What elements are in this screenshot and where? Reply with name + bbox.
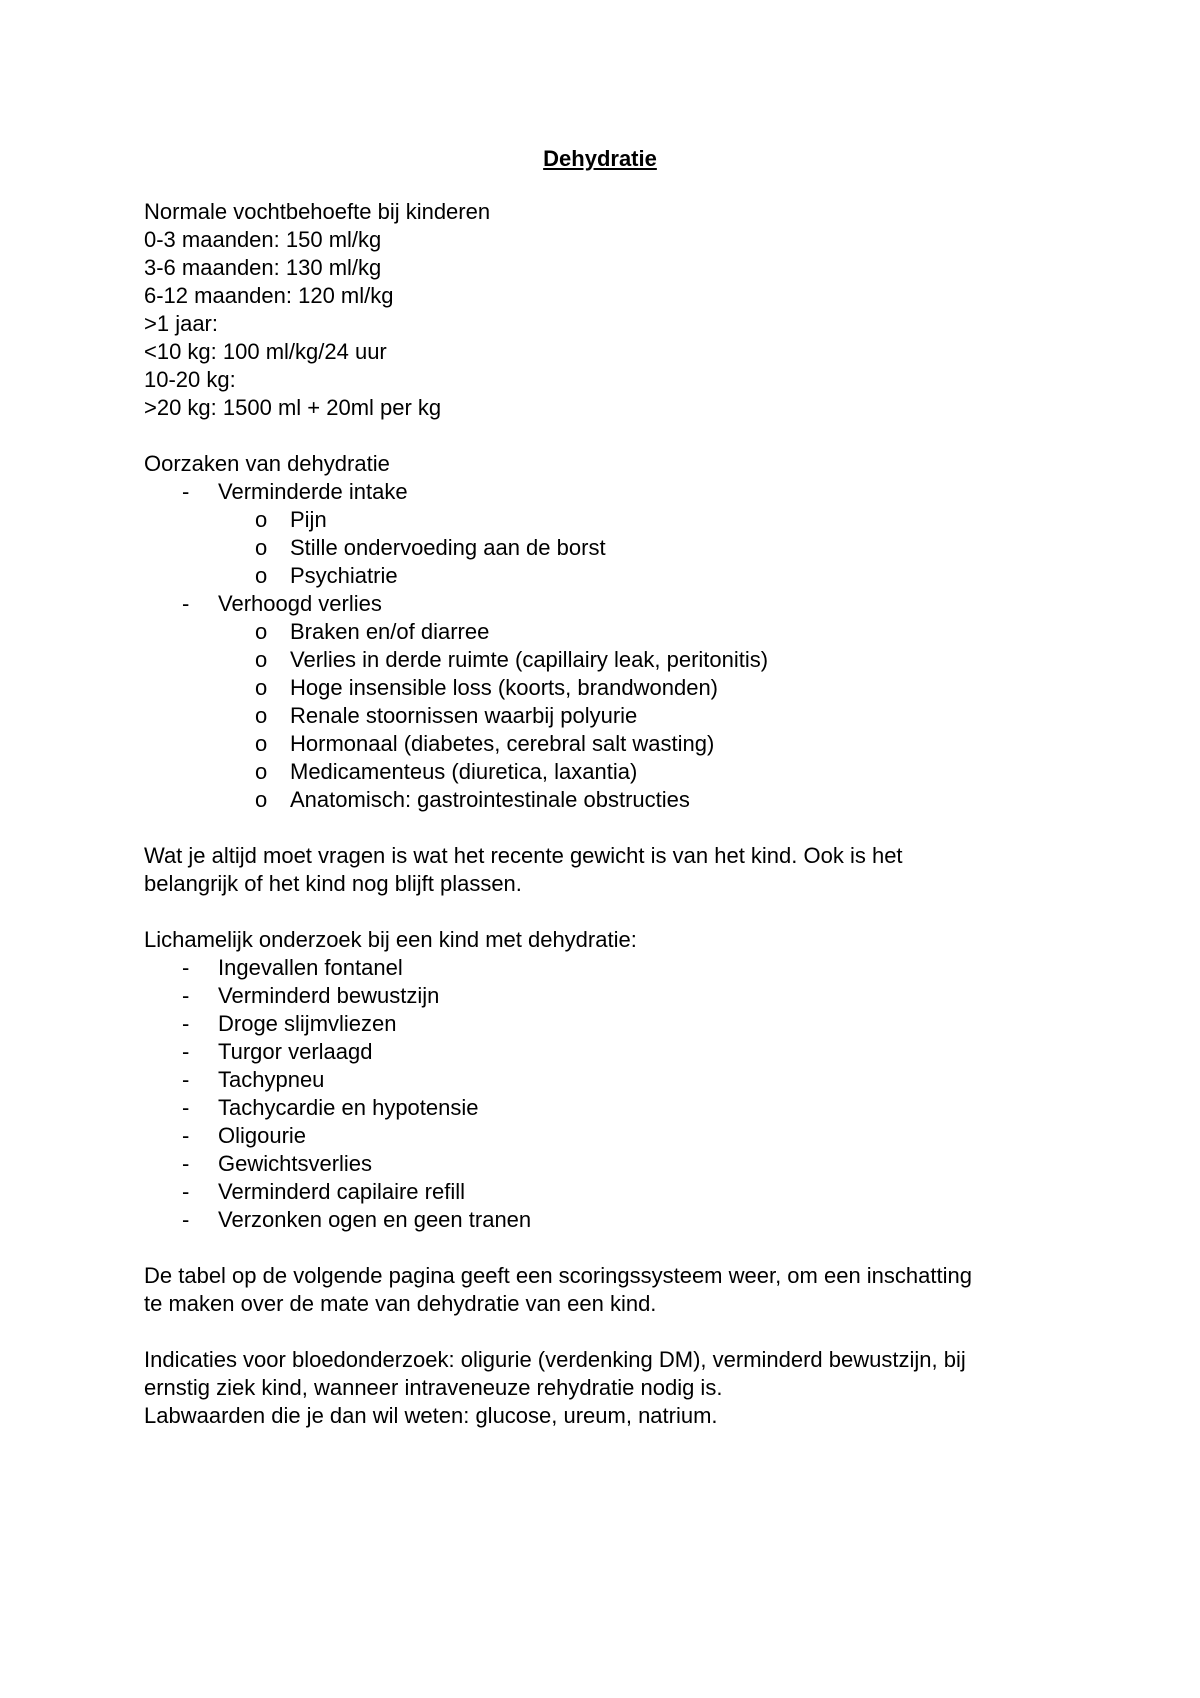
fluid-needs-line: 0-3 maanden: 150 ml/kg	[144, 227, 382, 252]
paragraph-line: Indicaties voor bloedonderzoek: oligurie (verdenking DM), verminderd bewustzijn, bij	[144, 1347, 966, 1372]
paragraph-line: Wat je altijd moet vragen is wat het recente gewicht is van het kind. Ook is het	[144, 843, 903, 868]
dash-bullet: -	[182, 479, 190, 504]
dash-bullet: -	[182, 1151, 190, 1176]
paragraph-line: te maken over de mate van dehydratie van een kind.	[144, 1291, 657, 1316]
circle-bullet: o	[255, 675, 268, 700]
exam-item-label: Verminderd capilaire refill	[218, 1179, 465, 1204]
dash-bullet: -	[182, 1123, 190, 1148]
cause-group	[144, 478, 1064, 506]
circle-bullet: o	[255, 703, 268, 728]
exam-item-label: Gewichtsverlies	[218, 1151, 373, 1176]
exam-item	[144, 1010, 1064, 1038]
cause-group-label: Verhoogd verlies	[218, 591, 382, 616]
fluid-needs-line: <10 kg: 100 ml/kg/24 uur	[144, 339, 387, 364]
document-body	[144, 198, 1064, 1430]
dash-bullet: -	[182, 1067, 190, 1092]
fluid-needs-line: 3-6 maanden: 130 ml/kg	[144, 255, 382, 280]
cause-item	[144, 618, 1064, 646]
causes-heading: Oorzaken van dehydratie	[144, 451, 390, 476]
circle-bullet: o	[255, 619, 268, 644]
exam-item-label: Tachypneu	[218, 1067, 325, 1092]
paragraph-line: Labwaarden die je dan wil weten: glucose, ureum, natrium.	[144, 1403, 718, 1428]
cause-item-label: Verlies in derde ruimte (capillairy leak, peritonitis)	[290, 647, 769, 672]
exam-item-label: Verminderd bewustzijn	[218, 983, 440, 1008]
cause-item-label: Braken en/of diarree	[290, 619, 490, 644]
cause-group-label: Verminderde intake	[218, 479, 408, 504]
dash-bullet: -	[182, 955, 190, 980]
exam-item	[144, 1150, 1064, 1178]
dash-bullet: -	[182, 983, 190, 1008]
dash-bullet: -	[182, 1011, 190, 1036]
exam-item-label: Verzonken ogen en geen tranen	[218, 1207, 532, 1232]
cause-item-label: Stille ondervoeding aan de borst	[290, 535, 606, 560]
exam-item-label: Tachycardie en hypotensie	[218, 1095, 479, 1120]
exam-item	[144, 1206, 1064, 1234]
exam-item	[144, 1122, 1064, 1150]
circle-bullet: o	[255, 563, 268, 588]
paragraph-line: belangrijk of het kind nog blijft plassen.	[144, 871, 522, 896]
circle-bullet: o	[255, 759, 268, 784]
exam-item	[144, 1094, 1064, 1122]
causes-section	[144, 450, 1064, 814]
document-title: Dehydratie	[543, 146, 657, 171]
dash-bullet: -	[182, 1207, 190, 1232]
cause-item-label: Medicamenteus (diuretica, laxantia)	[290, 759, 638, 784]
fluid-needs-line: >20 kg: 1500 ml + 20ml per kg	[144, 395, 442, 420]
cause-item-label: Hormonaal (diabetes, cerebral salt wasting)	[290, 731, 715, 756]
cause-item	[144, 674, 1064, 702]
dash-bullet: -	[182, 1039, 190, 1064]
exam-heading: Lichamelijk onderzoek bij een kind met dehydratie:	[144, 927, 637, 952]
ask-paragraph	[144, 842, 1064, 898]
cause-item	[144, 758, 1064, 786]
exam-item-label: Droge slijmvliezen	[218, 1011, 397, 1036]
exam-item	[144, 1038, 1064, 1066]
cause-item-label: Hoge insensible loss (koorts, brandwonden)	[290, 675, 719, 700]
cause-item-label: Anatomisch: gastrointestinale obstructies	[290, 787, 690, 812]
exam-item-label: Turgor verlaagd	[218, 1039, 373, 1064]
fluid-needs-section	[144, 198, 1064, 422]
cause-item	[144, 702, 1064, 730]
exam-item	[144, 1178, 1064, 1206]
paragraph-line: ernstig ziek kind, wanneer intraveneuze rehydratie nodig is.	[144, 1375, 723, 1400]
circle-bullet: o	[255, 535, 268, 560]
fluid-needs-line: 10-20 kg:	[144, 367, 236, 392]
exam-item	[144, 954, 1064, 982]
circle-bullet: o	[255, 731, 268, 756]
cause-item	[144, 534, 1064, 562]
dash-bullet: -	[182, 1095, 190, 1120]
dash-bullet: -	[182, 1179, 190, 1204]
exam-item-label: Ingevallen fontanel	[218, 955, 403, 980]
circle-bullet: o	[255, 647, 268, 672]
cause-item-label: Pijn	[290, 507, 327, 532]
fluid-needs-line: >1 jaar:	[144, 311, 218, 336]
circle-bullet: o	[255, 507, 268, 532]
cause-group	[144, 590, 1064, 618]
exam-item-label: Oligourie	[218, 1123, 307, 1148]
exam-item	[144, 982, 1064, 1010]
cause-item	[144, 786, 1064, 814]
cause-item-label: Psychiatrie	[290, 563, 398, 588]
cause-item	[144, 646, 1064, 674]
table-paragraph	[144, 1262, 1064, 1318]
dash-bullet: -	[182, 591, 190, 616]
blood-test-paragraph	[144, 1346, 1064, 1430]
fluid-needs-line: 6-12 maanden: 120 ml/kg	[144, 283, 394, 308]
cause-item	[144, 506, 1064, 534]
circle-bullet: o	[255, 787, 268, 812]
fluid-needs-heading: Normale vochtbehoefte bij kinderen	[144, 199, 491, 224]
exam-section	[144, 926, 1064, 1234]
exam-item	[144, 1066, 1064, 1094]
paragraph-line: De tabel op de volgende pagina geeft een scoringssysteem weer, om een inschatting	[144, 1263, 972, 1288]
cause-item	[144, 562, 1064, 590]
cause-item	[144, 730, 1064, 758]
cause-item-label: Renale stoornissen waarbij polyurie	[290, 703, 638, 728]
